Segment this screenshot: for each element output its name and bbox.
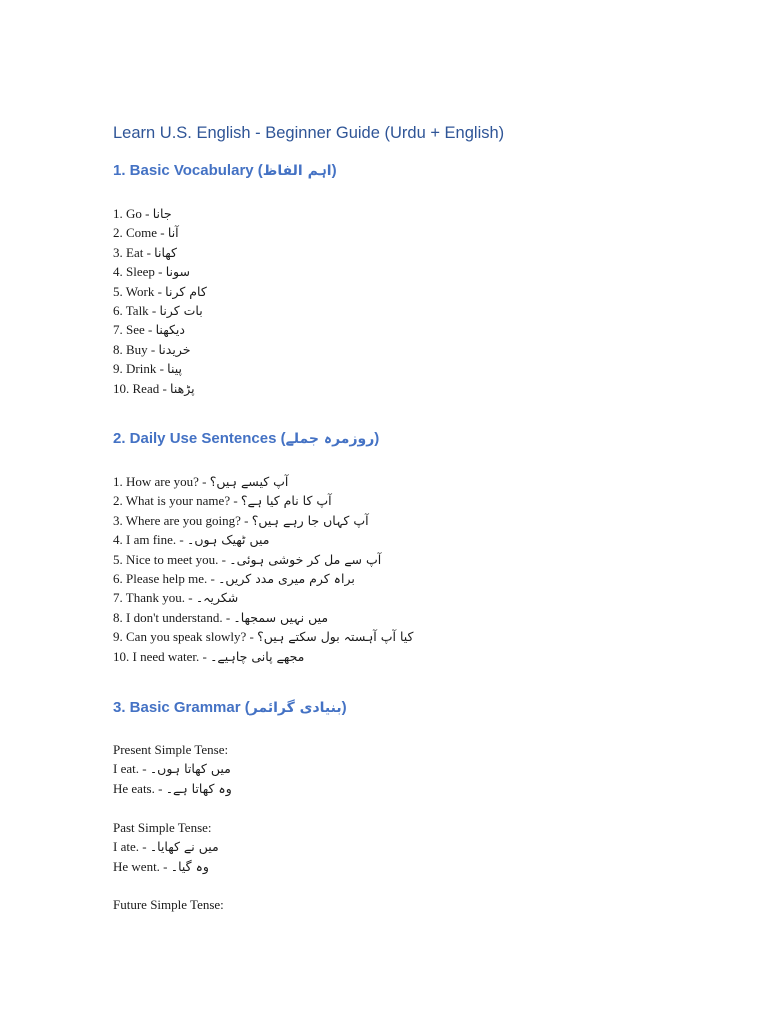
item-urdu: شکریہ۔ — [195, 590, 239, 606]
item-english: 7. See - — [113, 322, 156, 338]
list-item — [113, 530, 413, 549]
list-item — [113, 204, 207, 223]
item-urdu: میں نے کھایا۔ — [149, 839, 219, 855]
list-item — [113, 359, 207, 378]
item-english: 4. I am fine. - — [113, 532, 188, 548]
item-english: 2. Come - — [113, 225, 168, 241]
item-english: 8. Buy - — [113, 341, 159, 357]
item-urdu: آپ سے مل کر خوشی ہوئی۔ — [229, 551, 382, 567]
list-item — [113, 779, 232, 798]
list-item — [113, 837, 219, 856]
item-urdu: بات کرنا — [159, 302, 203, 318]
item-urdu: میں ٹھیک ہوں۔ — [187, 532, 270, 548]
section-heading-urdu: بنیادی گرائمر — [249, 700, 342, 716]
list-item — [113, 647, 413, 666]
grammar-past-block — [113, 818, 219, 876]
list-item — [113, 550, 413, 569]
item-urdu: کیا آپ آہستہ بول سکتے ہیں؟ — [257, 629, 414, 645]
item-urdu: پڑھنا — [170, 380, 195, 396]
list-item — [113, 340, 207, 359]
item-urdu: دیکھنا — [155, 322, 185, 338]
item-english: 5. Work - — [113, 283, 166, 299]
item-urdu: آنا — [167, 225, 179, 241]
section-heading-close: ) — [341, 699, 347, 716]
item-urdu: پینا — [167, 361, 183, 377]
item-urdu: وہ گیا۔ — [170, 858, 209, 874]
section-heading-vocabulary — [113, 162, 337, 179]
item-english: 5. Nice to meet you. - — [113, 551, 230, 567]
item-english: 10. I need water. - — [113, 648, 211, 664]
section-heading-urdu: روزمرہ جملے — [285, 431, 375, 447]
item-english: He eats. - — [113, 780, 166, 796]
list-item — [113, 569, 413, 588]
item-english: 3. Where are you going? - — [113, 512, 252, 528]
item-urdu: میں نہیں سمجھا۔ — [233, 609, 329, 625]
list-item — [113, 627, 413, 646]
list-item — [113, 511, 413, 530]
item-urdu: جانا — [152, 206, 172, 221]
section-heading-close: ) — [374, 430, 380, 447]
list-item — [113, 379, 207, 398]
item-urdu: مجھے پانی چاہیے۔ — [210, 648, 305, 664]
item-urdu: آپ کیسے ہیں؟ — [209, 474, 289, 489]
grammar-present-block — [113, 740, 232, 798]
section-heading-text: 3. Basic Grammar ( — [113, 699, 250, 716]
item-urdu: کھانا — [154, 244, 177, 260]
item-english: 10. Read - — [113, 380, 171, 396]
section-heading-grammar — [113, 699, 347, 716]
section-heading-sentences — [113, 430, 379, 447]
item-urdu: خریدنا — [158, 341, 191, 357]
tense-label: Future Simple Tense: — [113, 897, 224, 912]
section-heading-close: ) — [331, 162, 337, 179]
list-item — [113, 223, 207, 242]
item-urdu: آپ کا نام کیا ہے؟ — [240, 493, 332, 509]
grammar-future-block — [113, 895, 224, 914]
list-item — [113, 608, 413, 627]
section-heading-urdu: اہم الفاظ — [262, 163, 332, 179]
item-english: 6. Please help me. - — [113, 570, 219, 586]
item-urdu: سونا — [165, 264, 190, 280]
item-english: 9. Can you speak slowly? - — [113, 629, 258, 645]
item-english: I eat. - — [113, 761, 150, 777]
item-english: 1. How are you? - — [113, 474, 210, 489]
item-english: 9. Drink - — [113, 361, 168, 377]
list-item — [113, 588, 413, 607]
list-item — [113, 472, 413, 491]
vocabulary-list — [113, 204, 207, 398]
section-heading-text: 1. Basic Vocabulary ( — [113, 162, 263, 179]
tense-label: Present Simple Tense: — [113, 742, 229, 757]
item-english: He went. - — [113, 858, 171, 874]
section-heading-text: 2. Daily Use Sentences ( — [113, 430, 286, 447]
list-item — [113, 262, 207, 281]
sentences-list — [113, 472, 413, 666]
list-item — [113, 491, 413, 510]
item-urdu: براہ کرم میری مدد کریں۔ — [218, 570, 355, 586]
item-english: 8. I don't understand. - — [113, 609, 234, 625]
item-urdu: آپ کہاں جا رہے ہیں؟ — [251, 512, 369, 528]
list-item — [113, 759, 232, 778]
list-item — [113, 282, 207, 301]
item-urdu: میں کھاتا ہوں۔ — [149, 761, 231, 777]
item-english: 2. What is your name? - — [113, 493, 241, 509]
list-item — [113, 320, 207, 339]
item-english: 6. Talk - — [113, 302, 160, 318]
item-english: 7. Thank you. - — [113, 590, 196, 606]
page-title: Learn U.S. English - Beginner Guide (Urdu + English) — [113, 124, 505, 142]
list-item — [113, 301, 207, 320]
list-item — [113, 243, 207, 262]
item-english: 3. Eat - — [113, 244, 155, 260]
item-urdu: کام کرنا — [165, 283, 207, 299]
item-urdu: وہ کھاتا ہے۔ — [165, 780, 232, 796]
item-english: 4. Sleep - — [113, 264, 166, 280]
item-english: I ate. - — [113, 839, 150, 855]
list-item — [113, 857, 219, 876]
item-english: 1. Go - — [113, 206, 153, 221]
tense-label: Past Simple Tense: — [113, 820, 212, 835]
